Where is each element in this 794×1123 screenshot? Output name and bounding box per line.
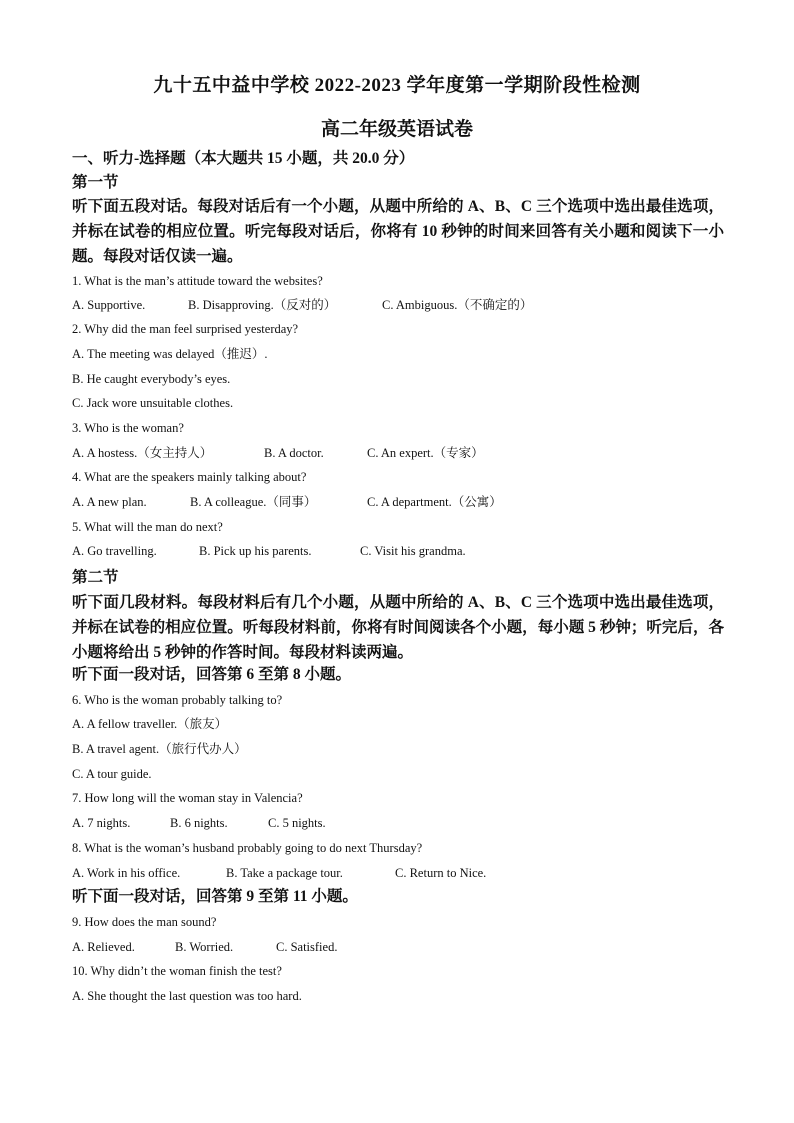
option-b: B. A doctor. xyxy=(264,446,324,460)
option-c: C. Jack wore unsuitable clothes. xyxy=(72,396,234,410)
question-1: 1. What is the man’s attitude toward the websites? xyxy=(72,274,323,288)
group2-heading: 听下面一段对话，回答第 9 至第 11 小题。 xyxy=(72,888,358,905)
section1-instructions: 听下面五段对话。每段对话后有一个小题，从题中所给的 A、B、C 三个选项中选出最佳选项，并标在试卷的相应位置。听完每段对话后，你将有 10 秒钟的时间来回答有关小题和阅读下一小题。每段对话仅读一遍。 xyxy=(72,198,724,265)
question-9-options xyxy=(72,939,724,955)
option-b: B. A colleague.（同事） xyxy=(190,495,317,509)
group1-heading: 听下面一段对话，回答第 6 至第 8 小题。 xyxy=(72,666,352,683)
question-3: 3. Who is the woman? xyxy=(72,421,184,435)
option-c: C. Visit his grandma. xyxy=(360,544,466,558)
option-a: A. Work in his office. xyxy=(72,866,181,880)
question-1-options xyxy=(72,297,724,313)
option-a: A. A hostess.（女主持人） xyxy=(72,446,213,460)
option-c: C. Satisfied. xyxy=(276,940,338,954)
option-a: A. 7 nights. xyxy=(72,816,131,830)
option-b: B. A travel agent.（旅行代办人） xyxy=(72,742,247,756)
option-c: C. Return to Nice. xyxy=(395,866,487,880)
question-7: 7. How long will the woman stay in Valencia? xyxy=(72,791,303,805)
question-8: 8. What is the woman’s husband probably going to do next Thursday? xyxy=(72,841,423,855)
option-c: C. A tour guide. xyxy=(72,767,152,781)
question-2: 2. Why did the man feel surprised yesterday? xyxy=(72,322,299,336)
section2-heading: 第二节 xyxy=(72,569,119,586)
section1-heading: 第一节 xyxy=(72,174,119,191)
exam-title: 九十五中益中学校 2022-2023 学年度第一学期阶段性检测 xyxy=(153,75,641,96)
option-a: A. Supportive. xyxy=(72,298,146,312)
option-b: B. 6 nights. xyxy=(170,816,228,830)
option-a: A. A fellow traveller.（旅友） xyxy=(72,717,228,731)
option-b: B. Disapproving.（反对的） xyxy=(188,298,337,312)
option-b: B. He caught everybody’s eyes. xyxy=(72,372,231,386)
option-a: A. Relieved. xyxy=(72,940,135,954)
option-a: A. The meeting was delayed（推迟）. xyxy=(72,347,268,361)
question-3-options xyxy=(72,445,724,461)
question-5: 5. What will the man do next? xyxy=(72,520,223,534)
exam-subtitle: 高二年级英语试卷 xyxy=(320,119,473,140)
question-9: 9. How does the man sound? xyxy=(72,915,217,929)
question-7-options xyxy=(72,815,724,831)
option-b: B. Take a package tour. xyxy=(226,866,343,880)
part1-heading: 一、听力-选择题（本大题共 15 小题，共 20.0 分） xyxy=(72,150,415,167)
option-a: A. Go travelling. xyxy=(72,544,157,558)
option-c: C. An expert.（专家） xyxy=(367,446,484,460)
option-c: C. A department.（公寓） xyxy=(367,495,502,509)
question-10: 10. Why didn’t the woman finish the test? xyxy=(72,964,282,978)
option-c: C. 5 nights. xyxy=(268,816,326,830)
option-b: B. Worried. xyxy=(175,940,234,954)
option-a: A. A new plan. xyxy=(72,495,147,509)
option-c: C. Ambiguous.（不确定的） xyxy=(382,298,533,312)
question-4: 4. What are the speakers mainly talking about? xyxy=(72,470,307,484)
section2-instructions: 听下面几段材料。每段材料后有几个小题，从题中所给的 A、B、C 三个选项中选出最佳选项，并标在试卷的相应位置。听每段材料前，你将有时间阅读各个小题，每小题 5 秒钟；听完后，各小题将给出 5 秒钟的作答时间。每段材料读两遍。 xyxy=(72,594,724,661)
option-b: B. Pick up his parents. xyxy=(199,544,312,558)
question-8-options xyxy=(72,865,724,881)
question-4-options xyxy=(72,494,724,510)
option-a: A. She thought the last question was too hard. xyxy=(72,989,302,1003)
question-5-options xyxy=(72,543,724,559)
question-6: 6. Who is the woman probably talking to? xyxy=(72,693,283,707)
